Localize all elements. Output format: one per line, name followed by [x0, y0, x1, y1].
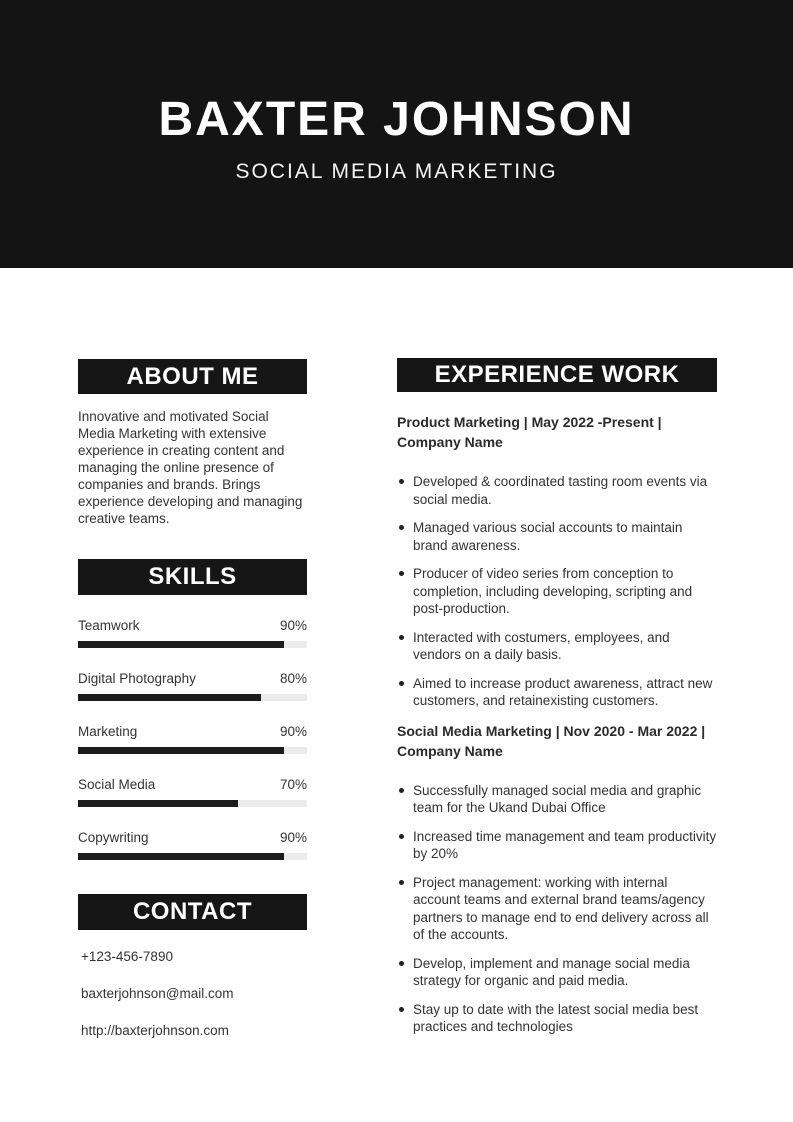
skill-row	[78, 617, 307, 648]
skill-percent: 80%	[279, 671, 307, 686]
skill-progress-track	[78, 641, 307, 648]
about-text: Innovative and motivated Social Media Marketing with extensive experience in creating content and managing the online presence of companies and brands. Brings experience developing and managing creative teams.	[78, 409, 303, 526]
job-bullet-list	[397, 473, 717, 710]
person-name: BAXTER JOHNSON	[158, 92, 635, 146]
job-bullet: Develop, implement and manage social media strategy for organic and paid media.	[397, 955, 717, 990]
job-bullet: Stay up to date with the latest social media best practices and technologies	[397, 1001, 717, 1036]
experience-section-title: EXPERIENCE WORK	[397, 358, 717, 392]
skill-row	[78, 776, 307, 807]
skill-progress-fill	[78, 800, 238, 807]
skill-row	[78, 670, 307, 701]
skill-head	[78, 670, 307, 687]
contact-section	[78, 894, 307, 1039]
job-bullet: Interacted with costumers, employees, and vendors on a daily basis.	[397, 629, 717, 664]
skill-head	[78, 723, 307, 740]
skills-section	[78, 559, 307, 860]
skill-head	[78, 776, 307, 793]
skill-progress-track	[78, 694, 307, 701]
contact-list	[78, 948, 307, 1039]
header-banner	[0, 0, 793, 268]
contact-item-phone: +123-456-7890	[81, 949, 173, 964]
job-bullet: Aimed to increase product awareness, attract new customers, and retainexisting customers.	[397, 675, 717, 710]
skill-percent: 90%	[279, 724, 307, 739]
job-bullet: Increased time management and team productivity by 20%	[397, 828, 717, 863]
job-entry	[397, 721, 717, 1036]
about-section-title: ABOUT ME	[78, 359, 307, 394]
skill-percent: 90%	[279, 618, 307, 633]
skill-progress-fill	[78, 747, 284, 754]
job-title-line: Product Marketing | May 2022 -Present |	[397, 414, 662, 430]
job-title-line: Company Name	[397, 742, 503, 759]
skill-progress-track	[78, 747, 307, 754]
skill-progress-fill	[78, 853, 284, 860]
job-bullet: Successfully managed social media and graphic team for the Ukand Dubai Office	[397, 782, 717, 817]
skill-head	[78, 617, 307, 634]
job-bullet: Developed & coordinated tasting room events via social media.	[397, 473, 717, 508]
job-bullet-list	[397, 782, 717, 1036]
job-bullet: Project management: working with internal account teams and external brand teams/agency partners to manage end to end delivery across all of the accounts.	[397, 874, 717, 944]
skill-progress-fill	[78, 694, 261, 701]
skill-label: Copywriting	[78, 830, 149, 845]
skills-list	[78, 617, 307, 860]
experience-section	[397, 358, 717, 1036]
contact-item-email[interactable]: baxterjohnson@mail.com	[81, 986, 234, 1001]
job-entry	[397, 412, 717, 710]
skill-label: Teamwork	[78, 618, 140, 633]
contact-section-title: CONTACT	[78, 894, 307, 930]
job-title-line: Social Media Marketing | Nov 2020 - Mar 2022 |	[397, 722, 706, 739]
skill-progress-track	[78, 800, 307, 807]
skill-progress-fill	[78, 641, 284, 648]
skill-row	[78, 723, 307, 754]
experience-jobs	[397, 412, 717, 1036]
skill-label: Digital Photography	[78, 671, 196, 686]
skill-progress-track	[78, 853, 307, 860]
skill-row	[78, 829, 307, 860]
job-title-line: Company Name	[397, 434, 503, 450]
skill-head	[78, 829, 307, 846]
contact-item-website[interactable]: http://baxterjohnson.com	[81, 1023, 229, 1038]
skill-percent: 90%	[279, 830, 307, 845]
job-title	[397, 412, 717, 452]
about-section	[78, 359, 307, 527]
job-title	[397, 721, 717, 761]
skill-percent: 70%	[279, 777, 307, 792]
skills-section-title: SKILLS	[78, 559, 307, 595]
job-bullet: Managed various social accounts to maintain brand awareness.	[397, 519, 717, 554]
skill-label: Marketing	[78, 724, 138, 739]
skill-label: Social Media	[78, 777, 156, 792]
job-bullet: Producer of video series from conception to completion, including developing, scripting and post-production.	[397, 565, 717, 618]
person-role: SOCIAL MEDIA MARKETING	[235, 160, 558, 184]
